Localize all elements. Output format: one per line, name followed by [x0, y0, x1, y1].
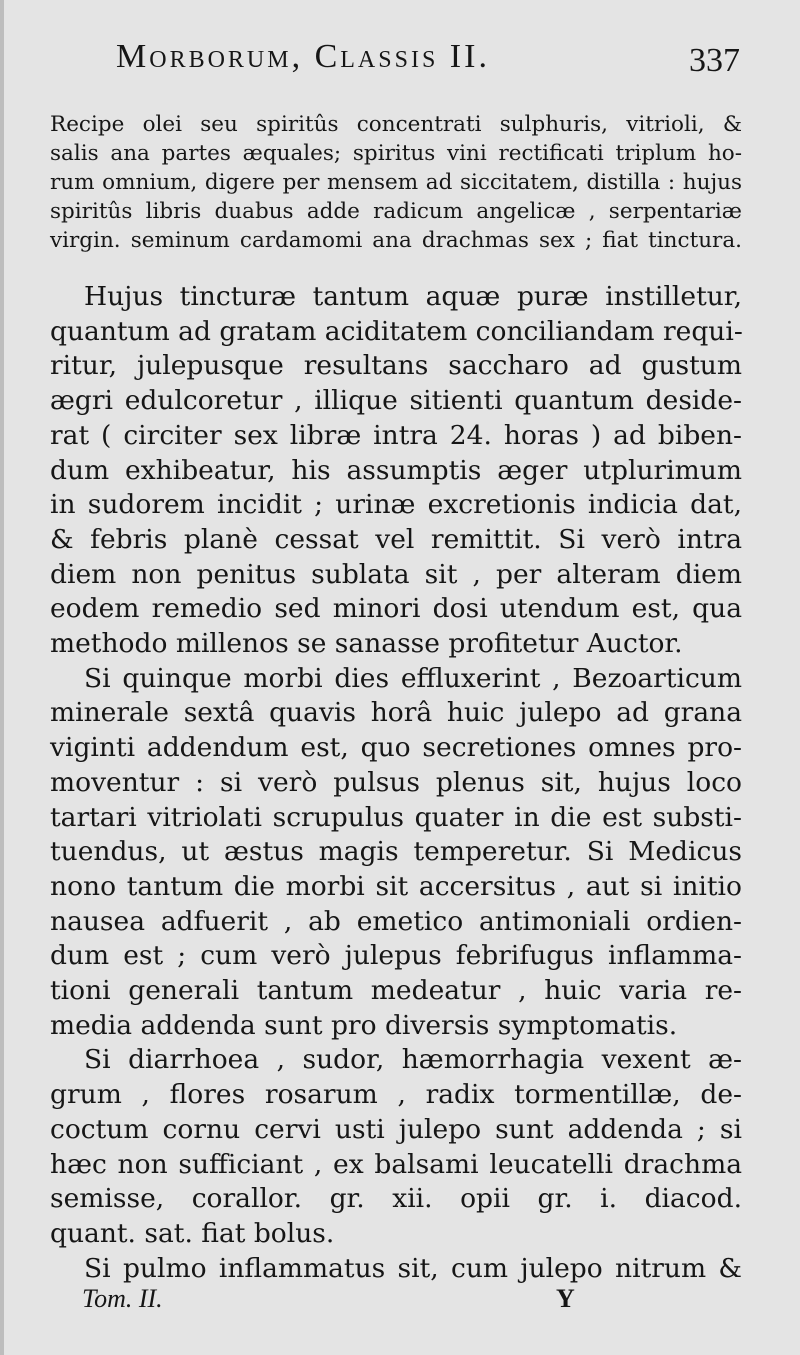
- text-line: minerale sextâ quavis horâ huic julepo ad grana: [50, 697, 742, 729]
- text-line: tioni generali tantum medeatur , huic varia re-: [50, 975, 742, 1007]
- text-line: diem non penitus sublata sit , per alteram diem: [50, 558, 742, 590]
- text-line: coctum cornu cervi usti julepo sunt addenda ; si: [50, 1113, 742, 1145]
- volume-label: Tom. II.: [82, 1284, 163, 1313]
- text-line: Si pulmo inflammatus sit, cum julepo nitrum &: [84, 1252, 742, 1284]
- page-number: 337: [689, 42, 740, 79]
- text-line: dum exhibeatur, his assumptis æger utplurimum: [50, 454, 742, 486]
- recipe-line: spiritûs libris duabus adde radicum angelicæ , serpentariæ: [50, 199, 742, 224]
- running-head: Morborum, Classis II.: [116, 38, 490, 75]
- text-line: semisse, corallor. gr. xii. opii gr. i. diacod.: [50, 1183, 742, 1215]
- text-line: ægri edulcoretur , illique sitienti quantum deside-: [50, 385, 742, 417]
- body-text: [50, 280, 742, 1286]
- recipe-line: rum omnium, digere per mensem ad siccitatem, distilla : hujus: [50, 170, 742, 195]
- signature-mark: Y: [556, 1284, 575, 1313]
- text-line: quantum ad gratam aciditatem conciliandam requi-: [50, 315, 743, 347]
- text-line: in sudorem incidit ; urinæ excretionis indicia dat,: [50, 489, 742, 521]
- text-line: ritur, julepusque resultans saccharo ad gustum: [50, 350, 742, 382]
- recipe-line: Recipe olei seu spiritûs concentrati sulphuris, vitrioli, &: [50, 112, 742, 137]
- recipe-paragraph: [50, 110, 742, 255]
- text-line: nausea adfuerit , ab emetico antimoniali ordien-: [50, 905, 742, 937]
- text-line: quant. sat. fiat bolus.: [50, 1217, 335, 1249]
- text-line: rat ( circiter sex libræ intra 24. horas ) ad biben-: [50, 419, 742, 451]
- text-line: Si diarrhoea , sudor, hæmorrhagia vexent æ-: [84, 1044, 742, 1076]
- recipe-line: virgin. seminum cardamomi ana drachmas sex ; fiat tinctura.: [50, 228, 742, 253]
- text-line: dum est ; cum verò julepus febrifugus inflamma-: [50, 940, 742, 972]
- text-line: tartari vitriolati scrupulus quater in die est substi-: [50, 801, 742, 833]
- text-line: moventur : si verò pulsus plenus sit, hujus loco: [50, 766, 742, 798]
- text-line: grum , flores rosarum , radix tormentillæ, de-: [50, 1079, 742, 1111]
- recipe-line: salis ana partes æquales; spiritus vini rectificati triplum ho-: [50, 141, 742, 166]
- text-line: tuendus, ut æstus magis temperetur. Si Medicus: [50, 836, 742, 868]
- text-line: nono tantum die morbi sit accersitus , aut si initio: [50, 870, 742, 902]
- page-header: [116, 38, 740, 86]
- text-line: hæc non sufficiant , ex balsami leucatelli drachma: [50, 1148, 742, 1180]
- text-line: Hujus tincturæ tantum aquæ puræ instilletur,: [84, 281, 742, 312]
- text-line: media addenda sunt pro diversis symptomatis.: [50, 1009, 678, 1041]
- text-line: methodo millenos se sanasse profitetur Auctor.: [50, 628, 683, 660]
- text-line: eodem remedio sed minori dosi utendum est, qua: [50, 593, 742, 625]
- page-footer: [82, 1284, 742, 1324]
- text-line: Si quinque morbi dies effluxerint , Bezoarticum: [84, 662, 742, 694]
- text-line: & febris planè cessat vel remittit. Si verò intra: [50, 523, 742, 555]
- text-line: viginti addendum est, quo secretiones omnes pro-: [50, 732, 742, 764]
